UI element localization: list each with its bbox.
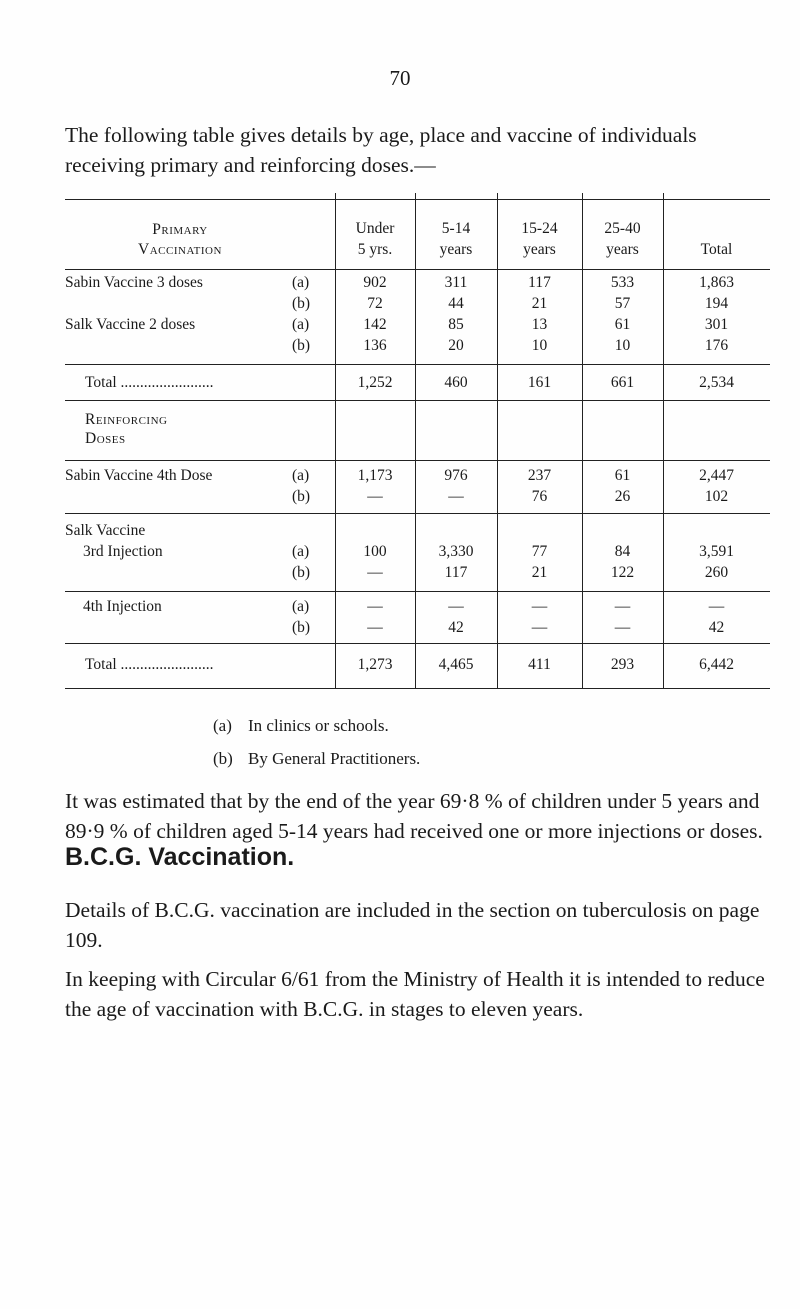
table-cell: 26: [614, 488, 631, 505]
col-header-25-40-sub: years: [606, 241, 639, 258]
table-rule: [65, 460, 770, 461]
col-header-25-40: 25-40: [604, 220, 641, 237]
vaccination-table: [65, 199, 770, 709]
col-header-5-14-sub: years: [439, 241, 473, 258]
table-cell: 72: [367, 295, 383, 312]
table-cell: 661: [610, 374, 635, 391]
table-cell: 4,465: [438, 656, 474, 673]
table-rule: [65, 199, 770, 200]
table-cell: 10: [531, 337, 548, 354]
table-cell: 902: [363, 274, 387, 291]
table-cell: 293: [610, 656, 635, 673]
table-cell: —: [367, 564, 383, 581]
table-cell: —: [367, 598, 383, 615]
footnote-b-text: By General Practitioners.: [248, 749, 421, 768]
estimate-paragraph: It was estimated that by the end of the year 69·8 % of children under 5 years and 89·9 % of children aged 5-14 years had received one or more injections or doses.: [65, 789, 763, 843]
footnote-a-text: In clinics or schools.: [248, 716, 389, 735]
table-cell: 1,273: [357, 656, 393, 673]
table-cell: 44: [448, 295, 464, 312]
table-cell: 13: [531, 316, 548, 333]
total-label-text: Total: [85, 656, 121, 673]
table-cell: 122: [610, 564, 635, 581]
row-sub: (a): [292, 543, 310, 560]
table-cell: —: [614, 619, 631, 636]
primary-total-label: [85, 374, 214, 392]
col-header-15-24: 15-24: [521, 220, 558, 237]
table-cell: 6,442: [699, 656, 734, 673]
table-cell: 194: [704, 295, 729, 312]
table-cell: 42: [708, 619, 725, 636]
table-rule: [65, 364, 770, 365]
table-cell: —: [448, 488, 464, 505]
reinforcing-header-line-1: Reinforcing: [85, 411, 168, 428]
intro-paragraph: The following table gives details by age, place and vaccine of individuals receiving primary and reinforcing doses.—: [65, 123, 697, 177]
table-cell: 237: [527, 467, 552, 484]
row-sub: (b): [292, 488, 311, 505]
footnote-b-mark: (b): [213, 749, 233, 768]
row-label: 3rd Injection: [83, 543, 163, 560]
table-cell: —: [367, 488, 383, 505]
table-cell: 1,252: [357, 374, 393, 391]
row-sub: (b): [292, 337, 311, 354]
bcg-paragraph-1: Details of B.C.G. vaccination are included in the section on tuberculosis on page 109.: [65, 898, 760, 952]
col-header-15-24-sub: years: [523, 241, 556, 258]
table-cell: 1,173: [357, 467, 393, 484]
total-label-text: Total: [85, 374, 121, 391]
dot-leader: ........................: [120, 656, 214, 673]
table-cell: 2,534: [699, 374, 734, 391]
table-cell: 142: [363, 316, 387, 333]
table-cell: 460: [444, 374, 468, 391]
dot-leader: ........................: [120, 374, 214, 391]
row-sub: (a): [292, 274, 310, 291]
row-sub: (b): [292, 564, 311, 581]
table-cell: 42: [448, 619, 464, 636]
table-cell: 260: [704, 564, 729, 581]
table-cell: 1,863: [699, 274, 734, 291]
table-cell: 10: [614, 337, 631, 354]
row-label: Salk Vaccine 2 doses: [65, 316, 196, 333]
primary-header-line-1: Primary: [152, 221, 208, 238]
table-cell: 976: [444, 467, 468, 484]
row-sub: (a): [292, 316, 310, 333]
table-cell: 84: [614, 543, 631, 560]
col-header-5-14: 5-14: [441, 220, 471, 237]
table-cell: 85: [448, 316, 464, 333]
bcg-paragraph-2: In keeping with Circular 6/61 from the Ministry of Health it is intended to reduce the age of vaccination with B.C.G. in stages to eleven years.: [65, 967, 765, 1021]
table-cell: —: [614, 598, 631, 615]
table-cell: 76: [531, 488, 548, 505]
table-rule: [65, 643, 770, 644]
table-cell: —: [531, 598, 548, 615]
table-cell: 161: [527, 374, 552, 391]
table-rule: [65, 591, 770, 592]
table-rule: [65, 688, 770, 689]
table-cell: 533: [610, 274, 635, 291]
table-cell: 21: [531, 564, 548, 581]
row-label: 4th Injection: [83, 598, 162, 615]
table-cell: —: [708, 598, 725, 615]
bcg-heading: B.C.G. Vaccination.: [65, 843, 295, 871]
row-sub: (b): [292, 619, 311, 636]
col-header-under5: Under: [355, 220, 395, 237]
table-rule: [65, 400, 770, 401]
table-cell: 136: [363, 337, 387, 354]
table-cell: 411: [528, 656, 551, 673]
footnote-a-mark: (a): [213, 716, 232, 735]
table-cell: 61: [614, 316, 631, 333]
table-cell: 3,591: [699, 543, 734, 560]
table-cell: 20: [448, 337, 464, 354]
page-number: 70: [389, 66, 411, 90]
table-rule: [65, 513, 770, 514]
row-label: Sabin Vaccine 3 doses: [65, 274, 203, 291]
table-cell: 117: [528, 274, 551, 291]
table-cell: 301: [704, 316, 729, 333]
row-sub: (b): [292, 295, 311, 312]
col-header-total: Total: [700, 241, 733, 258]
row-sub: (a): [292, 467, 310, 484]
table-cell: 102: [704, 488, 729, 505]
table-cell: 21: [531, 295, 548, 312]
table-cell: —: [367, 619, 383, 636]
row-label: Sabin Vaccine 4th Dose: [65, 467, 213, 484]
table-cell: 57: [614, 295, 631, 312]
table-cell: 176: [704, 337, 729, 354]
primary-header-line-2: Vaccination: [138, 241, 222, 258]
table-cell: 117: [444, 564, 468, 581]
table-cell: 100: [363, 543, 387, 560]
table-cell: 61: [614, 467, 631, 484]
table-rule: [65, 269, 770, 270]
table-cell: —: [448, 598, 464, 615]
col-header-under5-sub: 5 yrs.: [357, 241, 393, 258]
table-cell: 311: [444, 274, 468, 291]
table-cell: 77: [531, 543, 548, 560]
salk-vaccine-label: Salk Vaccine: [65, 522, 146, 539]
reinforcing-total-label: [85, 656, 214, 674]
table-cell: —: [531, 619, 548, 636]
reinforcing-header-line-2: Doses: [85, 430, 126, 447]
row-sub: (a): [292, 598, 310, 615]
table-cell: 2,447: [699, 467, 734, 484]
table-cell: 3,330: [438, 543, 474, 560]
